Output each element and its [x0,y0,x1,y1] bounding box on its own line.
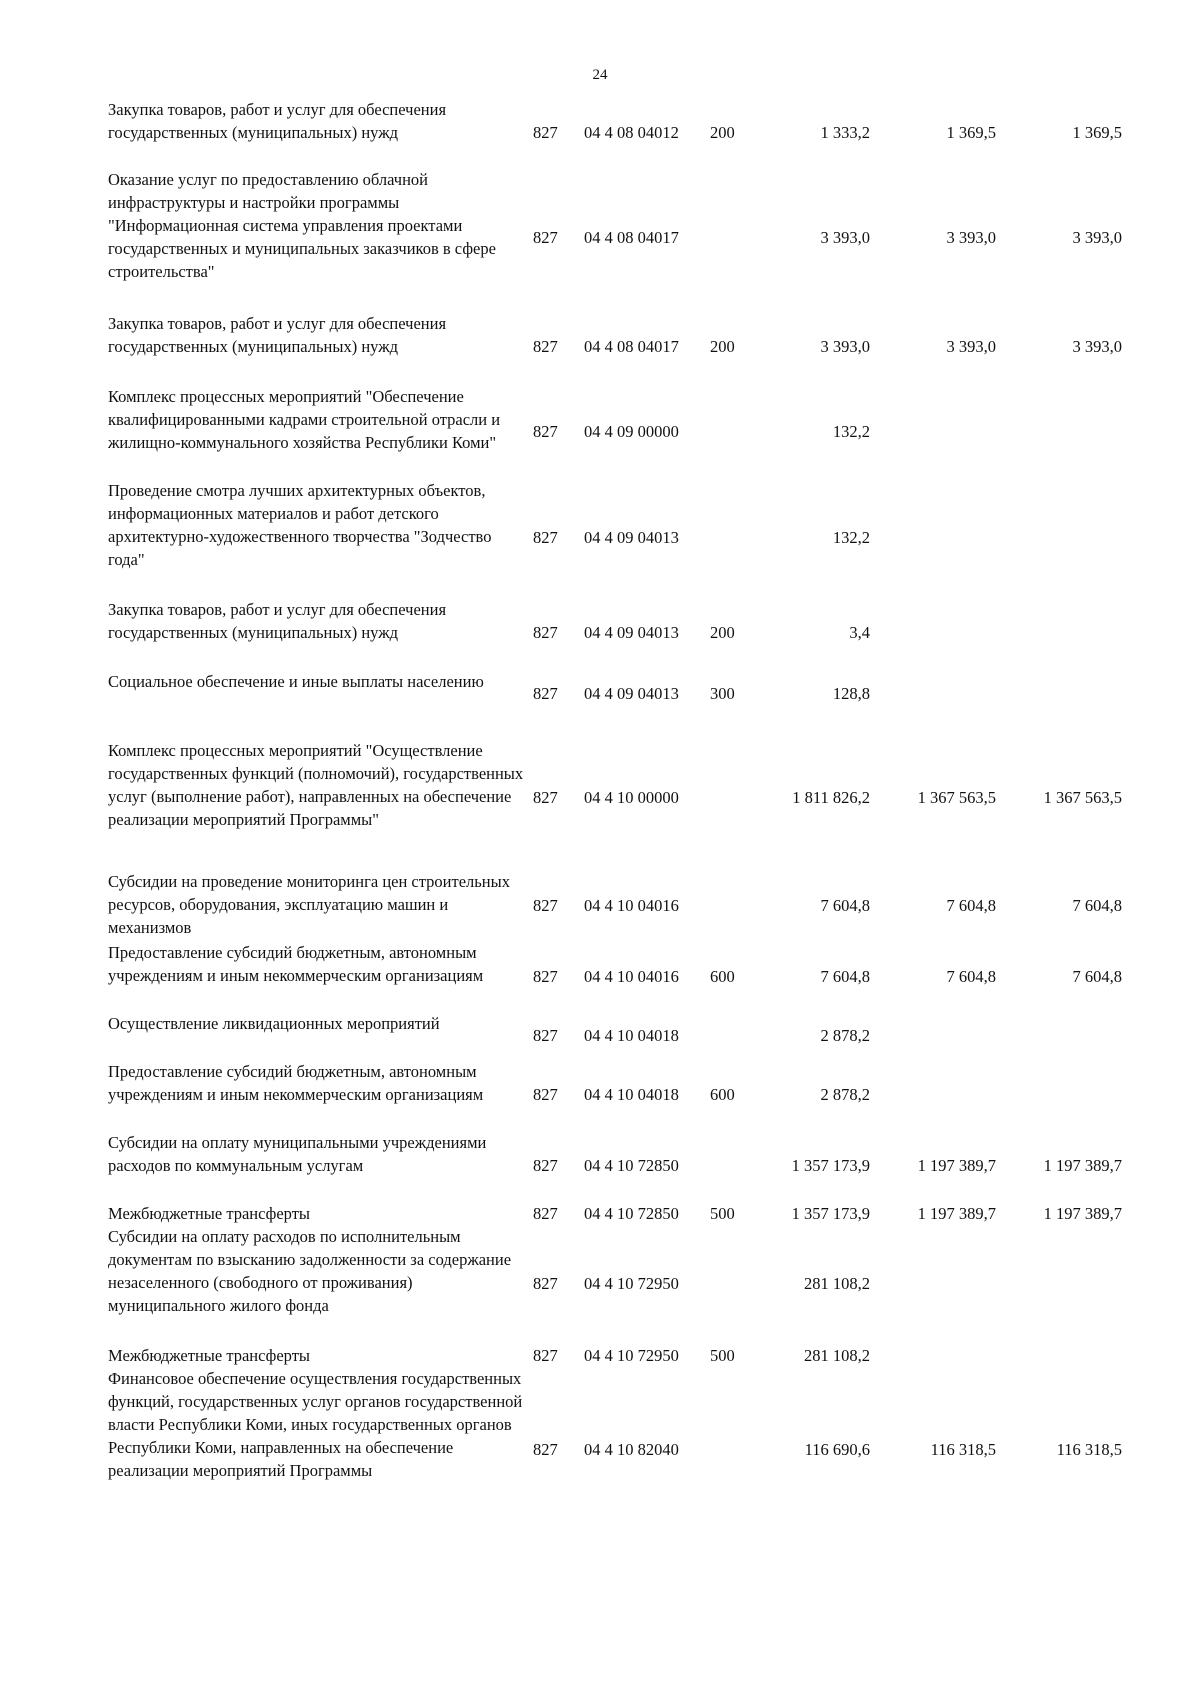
row-gr-code: 827 [533,967,558,986]
row-amount-2: 1 197 389,7 [917,1204,996,1223]
row-amount-1: 281 108,2 [804,1274,870,1293]
row-amount-3: 7 604,8 [1072,896,1122,915]
row-amount-1: 3 393,0 [820,337,870,356]
row-gr-code: 827 [533,1274,558,1293]
row-amount-3: 3 393,0 [1072,337,1122,356]
row-description: Закупка товаров, работ и услуг для обеспечения государственных (муниципальных) нужд [108,100,447,142]
row-description: Предоставление субсидий бюджетным, автономным учреждениям и иным некоммерческим организациям [108,1062,484,1104]
row-csr-code: 04 4 10 04018 [584,1085,679,1104]
row-vr-code: 600 [710,967,735,986]
row-csr-code: 04 4 10 72850 [584,1156,679,1175]
row-gr-code: 827 [533,528,558,547]
row-amount-2: 3 393,0 [946,337,996,356]
row-vr-code: 600 [710,1085,735,1104]
row-amount-3: 1 197 389,7 [1043,1156,1122,1175]
row-description: Субсидии на проведение мониторинга цен строительных ресурсов, оборудования, эксплуатацию машин и механизмов [108,872,510,937]
row-gr-code: 827 [533,1440,558,1459]
row-csr-code: 04 4 10 72950 [584,1274,679,1293]
row-amount-1: 132,2 [832,528,870,547]
row-amount-3: 116 318,5 [1056,1440,1122,1459]
row-amount-2: 1 367 563,5 [917,788,996,807]
row-description: Социальное обеспечение и иные выплаты населению [108,672,484,691]
row-amount-3: 3 393,0 [1072,228,1122,247]
row-description: Комплекс процессных мероприятий "Осуществление государственных функций (полномочий), государственных услуг (выполнение работ), направленных на обеспечение реализации мероприятий Программы" [108,741,524,829]
row-vr-code: 500 [710,1204,735,1223]
row-description: Оказание услуг по предоставлению облачной инфраструктуры и настройки программы "Информационная система управления проектами государственных и муниципальных заказчиков в сфере строительства" [108,170,496,281]
row-gr-code: 827 [533,422,558,441]
row-amount-1: 2 878,2 [820,1085,870,1104]
row-csr-code: 04 4 08 04017 [584,337,679,356]
row-csr-code: 04 4 09 00000 [584,422,679,441]
row-description: Межбюджетные трансферты [108,1346,311,1365]
row-gr-code: 827 [533,337,558,356]
page-number: 24 [592,67,608,83]
row-vr-code: 200 [710,123,735,142]
row-description: Закупка товаров, работ и услуг для обеспечения государственных (муниципальных) нужд [108,600,447,642]
row-amount-1: 1 357 173,9 [791,1204,870,1223]
row-csr-code: 04 4 09 04013 [584,528,679,547]
row-amount-2: 1 369,5 [946,123,996,142]
row-amount-1: 1 333,2 [820,123,870,142]
row-amount-2: 1 197 389,7 [917,1156,996,1175]
row-gr-code: 827 [533,1026,558,1045]
row-description: Проведение смотра лучших архитектурных объектов, информационных материалов и работ детского архитектурно-художественного творчества "Зодчество года" [108,481,492,569]
row-csr-code: 04 4 09 04013 [584,623,679,642]
row-amount-1: 3,4 [849,623,870,642]
row-amount-1: 7 604,8 [820,967,870,986]
row-gr-code: 827 [533,1204,558,1223]
row-csr-code: 04 4 08 04012 [584,123,679,142]
row-vr-code: 500 [710,1346,735,1365]
row-amount-2: 3 393,0 [946,228,996,247]
row-description: Предоставление субсидий бюджетным, автономным учреждениям и иным некоммерческим организациям [108,943,484,985]
row-csr-code: 04 4 10 04016 [584,896,679,915]
row-amount-1: 3 393,0 [820,228,870,247]
row-gr-code: 827 [533,623,558,642]
row-description: Субсидии на оплату расходов по исполнительным документам по взысканию задолженности за содержание незаселенного (свободного от проживания) муниципального жилого фонда [108,1227,512,1315]
row-amount-1: 132,2 [832,422,870,441]
row-description: Межбюджетные трансферты [108,1204,311,1223]
row-amount-3: 1 197 389,7 [1043,1204,1122,1223]
row-amount-1: 116 690,6 [804,1440,870,1459]
row-csr-code: 04 4 10 04016 [584,967,679,986]
row-amount-1: 7 604,8 [820,896,870,915]
row-amount-1: 1 811 826,2 [792,788,870,807]
row-description: Закупка товаров, работ и услуг для обеспечения государственных (муниципальных) нужд [108,314,447,356]
row-gr-code: 827 [533,1346,558,1365]
row-gr-code: 827 [533,1156,558,1175]
row-csr-code: 04 4 10 72950 [584,1346,679,1365]
row-description: Комплекс процессных мероприятий "Обеспечение квалифицированными кадрами строительной отрасли и жилищно-коммунального хозяйства Республики Коми" [108,387,501,452]
row-vr-code: 300 [710,684,735,703]
row-description: Финансовое обеспечение осуществления государственных функций, государственных услуг органов государственной власти Республики Коми, иных государственных органов Республики Коми, направленных на обеспечение реализации мероприятий Программы [108,1369,523,1480]
row-csr-code: 04 4 09 04013 [584,684,679,703]
row-amount-2: 7 604,8 [946,967,996,986]
row-amount-3: 1 367 563,5 [1043,788,1122,807]
row-csr-code: 04 4 10 00000 [584,788,679,807]
row-amount-2: 7 604,8 [946,896,996,915]
row-csr-code: 04 4 10 82040 [584,1440,679,1459]
row-amount-3: 1 369,5 [1072,123,1122,142]
row-gr-code: 827 [533,896,558,915]
row-amount-1: 128,8 [832,684,870,703]
row-description: Субсидии на оплату муниципальными учреждениями расходов по коммунальным услугам [108,1133,487,1175]
row-gr-code: 827 [533,684,558,703]
row-gr-code: 827 [533,1085,558,1104]
row-gr-code: 827 [533,788,558,807]
row-amount-1: 2 878,2 [820,1026,870,1045]
row-amount-1: 281 108,2 [804,1346,870,1365]
row-csr-code: 04 4 10 04018 [584,1026,679,1045]
row-vr-code: 200 [710,337,735,356]
row-csr-code: 04 4 10 72850 [584,1204,679,1223]
row-amount-2: 116 318,5 [930,1440,996,1459]
row-vr-code: 200 [710,623,735,642]
row-amount-1: 1 357 173,9 [791,1156,870,1175]
row-description: Осуществление ликвидационных мероприятий [108,1014,440,1033]
row-amount-3: 7 604,8 [1072,967,1122,986]
row-gr-code: 827 [533,228,558,247]
row-csr-code: 04 4 08 04017 [584,228,679,247]
row-gr-code: 827 [533,123,558,142]
